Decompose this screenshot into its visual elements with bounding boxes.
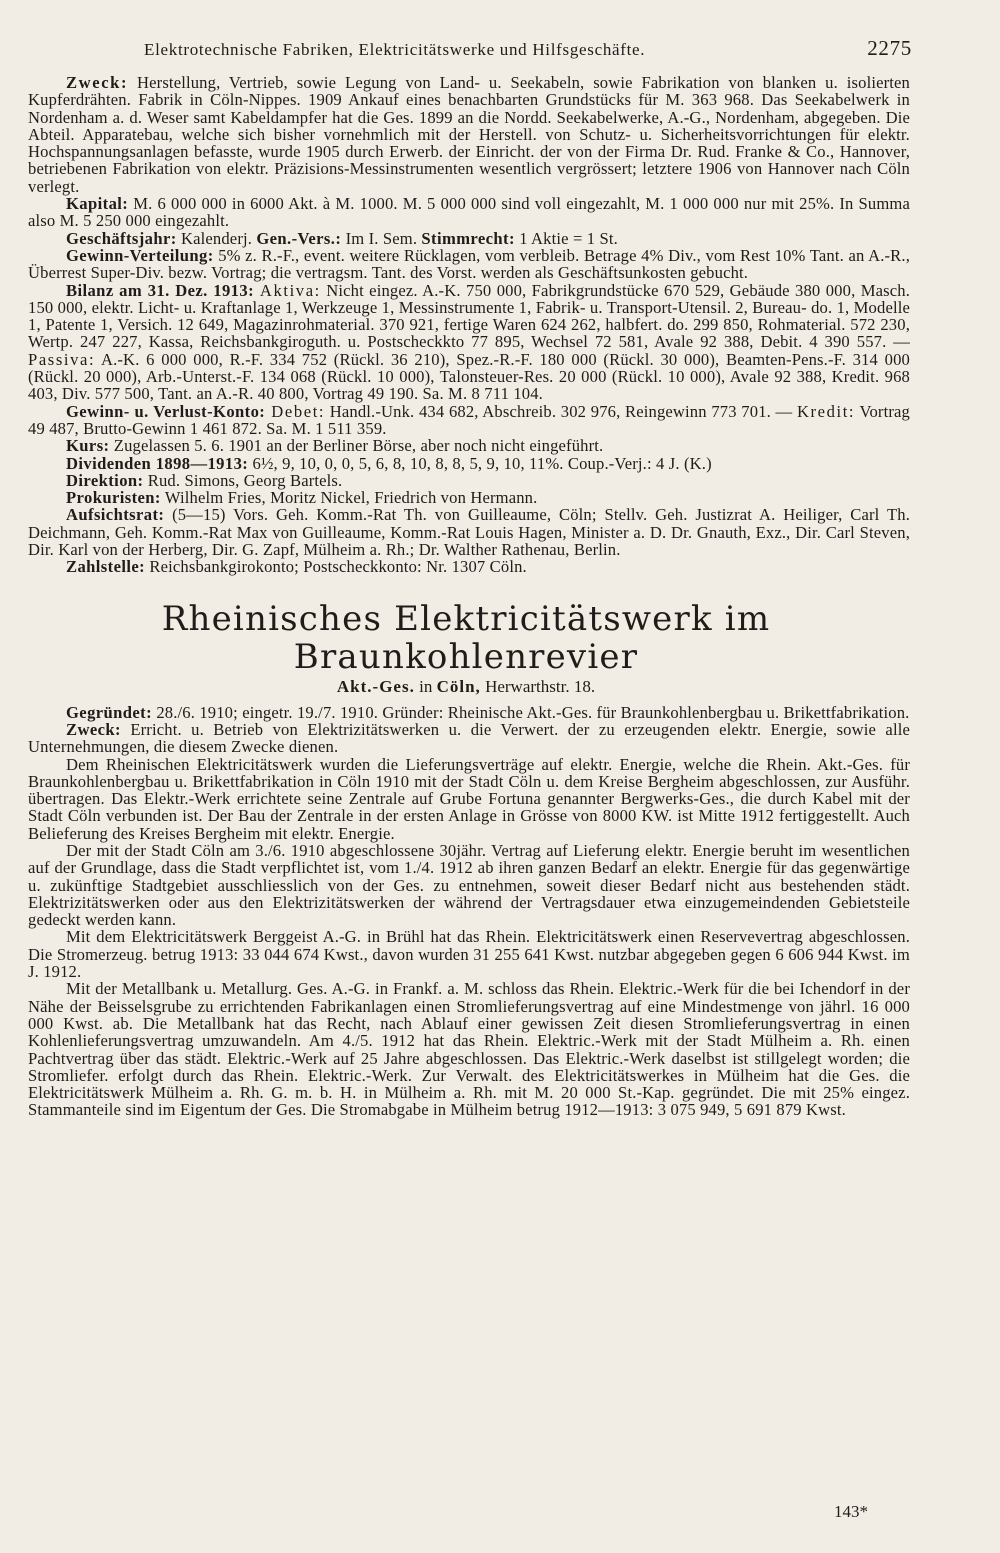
zweck-paragraph bbox=[28, 74, 910, 195]
direktion-label: Direktion: bbox=[66, 470, 144, 490]
aufsichtsrat-text: (5—15) Vors. Geh. Komm.-Rat Th. von Guilleaume, Cöln; Stellv. Geh. Justizrat A. Heiliger, Carl Th. Deichmann, Geh. Komm.-Rat Max von Guilleaume, Komm.-Rat Louis Hagen, Minister a. D. Dr. Gnauth, Exz., Dir. Carl Steven, Dir. Karl von der Herberg, Dir. G. Zapf, Mülheim a. Rh.; Dr. Walther Rathenau, Berlin. bbox=[28, 505, 910, 560]
gegruendet-label: Gegründet: bbox=[66, 702, 153, 722]
gewinn-verteilung-text: 5% z. R.-F., event. weitere Rücklagen, vom verbleib. Betrage 4% Div., vom Rest 10% Tant. an A.-R., Überrest Super-Div. bezw. Vortrag; die vertragsm. Tant. des Vorst. werden als Geschäftsunkosten gebucht. bbox=[28, 245, 910, 283]
gewinn-verteilung-paragraph bbox=[28, 247, 910, 282]
prokuristen-paragraph bbox=[28, 489, 910, 506]
entry-continued bbox=[28, 74, 910, 576]
gen-vers-text: Im I. Sem. bbox=[341, 228, 422, 248]
dividenden-text: 6½, 9, 10, 0, 0, 5, 6, 8, 10, 8, 8, 5, 9, 10, 11%. Coup.-Verj.: 4 J. (K.) bbox=[248, 453, 712, 473]
kapital-label: Kapital: bbox=[66, 194, 129, 214]
running-head-title: Elektrotechnische Fabriken, Elektricitätswerke und Hilfsgeschäfte. bbox=[144, 40, 646, 59]
passiva-text: A.-K. 6 000 000, R.-F. 334 752 (Rückl. 36 210), Spez.-R.-F. 180 000 (Rückl. 30 000), Beamten-Pens.-F. 314 000 (Rückl. 20 000), Arb.-Unterst.-F. 134 068 (Rückl. 10 000), Talonsteuer-Res. 20 000 (Rückl. 10 000), Avale 92 388, Kredit. 968 403, Div. 577 500, Tant. an A.-R. 40 800, Vortrag 49 190. Sa. M. 8 711 104. bbox=[28, 349, 910, 404]
zahlstelle-paragraph bbox=[28, 558, 910, 575]
passiva-label: Passiva: bbox=[28, 349, 96, 369]
debet-label: Debet: bbox=[265, 401, 326, 421]
aktiva-text: Nicht eingez. A.-K. 750 000, Fabrikgrundstücke 670 529, Gebäude 380 000, Masch. 150 000, elektr. Licht- u. Kraftanlage 1, Werkzeuge 1, Messinstrumente 1, Fabrik- u. Transport-Utensil. 2, Bureau- do. 1, Modelle 1, Patente 1, Versich. 12 649, Magazinrohmaterial. 370 921, fertige Waren 624 262, halbfert. do. 299 850, Rohmaterial. 572 230, Wertp. 247 227, Kassa, Reichsbankgiroguth. u. Postscheckkto 77 895, Wechsel 72 581, Avale 92 388, Debit. 4 390 557. — bbox=[28, 280, 911, 352]
kurs-label: Kurs: bbox=[66, 436, 110, 456]
body-paragraph: Mit der Metallbank u. Metallurg. Ges. A.-G. in Frankf. a. M. schloss das Rhein. Elektric.-Werk für die bei Ichendorf in der Nähe der Beisselsgrube zu errichtenden Fabrikanlagen einen Stromlieferungsvertrag auf eine Mindestmenge von jährl. 16 000 000 Kwst. ab. Die Metallbank hat das Recht, nach Ablauf einer gewissen Zeit diesen Stromlieferungsvertrag in einen Kohlenlieferungsvertrag umzuwandeln. Am 4./5. 1912 hat das Rhein. Elektric.-Werk mit der Stadt Mülheim a. Rh. einen Pachtvertrag über das städt. Elektric.-Werk auf 25 Jahre abgeschlossen. Das Elektric.-Werk daselbst ist stillgelegt worden; die Stromliefer. erfolgt durch das Rhein. Elektric.-Werk. Zur Verwalt. des Elektricitätswerkes in Mülheim hat die Ges. die Elektricitätswerk Mülheim a. Rh. G. m. b. H. in Mülheim a. Rh. mit M. 20 000 St.-Kap. gegründet. Die mit 25% eingez. Stammanteile sind im Eigentum der Ges. Die Stromabgabe in Mülheim betrug 1912—1913: 3 075 949, 5 691 879 Kwst. bbox=[28, 979, 910, 1120]
zweck-label: Zweck: bbox=[66, 73, 129, 92]
bilanz-paragraph bbox=[28, 282, 910, 403]
zweck-text: Herstellung, Vertrieb, sowie Legung von Land- u. Seekabeln, sowie Fabrikation von blanken u. isolierten Kupferdrähten. Fabrik in Cöln-Nippes. 1909 Ankauf eines benachbarten Grundstücks für M. 363 968. Das Seekabelwerk in Nordenham a. d. Weser samt Kabeldampfer hat die Ges. 1899 an die Nordd. Seekabelwerke, A.-G., Nordenham, abgegeben. Die Abteil. Apparatebau, welche sich bisher vornehmlich mit der Herstell. von Schutz- u. Sicherheitsvorrichtungen für elektr. Hochspannungsanlagen befasste, wurde 1905 durch Erwerb. der Einricht. der von der Firma Dr. Rud. Franke & Co., Hannover, betriebenen Fabrikation von elektr. Präzisions-Messinstrumenten wesentlich vergrössert; letztere 1906 von Hannover nach Cöln verlegt. bbox=[28, 73, 910, 196]
company-subtitle bbox=[22, 676, 910, 698]
kurs-paragraph bbox=[28, 437, 910, 454]
body-paragraph: Dem Rheinischen Elektricitätswerk wurden die Lieferungsverträge auf elektr. Energie, welche die Rhein. Akt.-Ges. für Braunkohlenbergbau u. Brikettfabrikation in Cöln 1910 mit der Stadt Cöln u. dem Kreise Bergheim abgeschlossen, zur Ausführ. übertragen. Das Elektr.-Werk errichtete seine Zentrale auf Grube Fortuna genannter Bergwerks-Ges., die durch Kabel mit der Stadt Cöln verbunden ist. Der Bau der Zentrale in der ersten Anlage in Grösse von 8000 KW. ist Mitte 1912 fertiggestellt. Auch Belieferung des Kreises Bergheim mit elektr. Energie. bbox=[28, 754, 910, 843]
running-head bbox=[22, 34, 910, 74]
kapital-text: M. 6 000 000 in 6000 Akt. à M. 1000. M. 5 000 000 sind voll eingezahlt, M. 1 000 000 nur mit 25%. In Summa also M. 5 250 000 eingezahlt. bbox=[28, 194, 910, 231]
dividenden-paragraph bbox=[28, 455, 910, 472]
zahlstelle-text: Reichsbankgirokonto; Postscheckkonto: Nr. 1307 Cöln. bbox=[145, 557, 527, 577]
gegruendet-text: 28./6. 1910; eingetr. 19./7. 1910. Gründer: Rheinische Akt.-Ges. für Braunkohlenbergbau u. Brikettfabrikation. bbox=[152, 702, 910, 722]
company-in: in bbox=[414, 676, 437, 696]
zahlstelle-label: Zahlstelle: bbox=[66, 557, 146, 577]
kapital-paragraph bbox=[28, 195, 910, 230]
company-legal-form: Akt.-Ges. bbox=[336, 676, 415, 696]
geschaeftsjahr-paragraph bbox=[28, 230, 910, 247]
kredit-label: Kredit: bbox=[796, 401, 856, 421]
company-title: Rheinisches Elektricitätswerk im Braunkohlenrevier bbox=[161, 598, 771, 677]
geschaeftsjahr-text: Kalenderj. bbox=[176, 228, 257, 248]
geschaeftsjahr-label: Geschäftsjahr: bbox=[66, 228, 177, 248]
gewinn-konto-paragraph bbox=[28, 403, 910, 438]
gewinn-verteilung-label: Gewinn-Verteilung: bbox=[66, 245, 214, 265]
kredit-text: Vortrag 49 487, Brutto-Gewinn 1 461 872. Sa. M. 1 511 359. bbox=[28, 401, 910, 438]
signature-mark: 143* bbox=[834, 1502, 868, 1521]
gegruendet-paragraph bbox=[28, 704, 910, 721]
gen-vers-label: Gen.-Vers.: bbox=[256, 228, 342, 248]
debet-text: Handl.-Unk. 434 682, Abschreib. 302 976, Reingewinn 773 701. — bbox=[325, 401, 797, 421]
kurs-text: Zugelassen 5. 6. 1901 an der Berliner Börse, aber noch nicht eingeführt. bbox=[109, 436, 604, 456]
stimmrecht-text: 1 Aktie = 1 St. bbox=[514, 228, 618, 248]
company-address: Herwarthstr. 18. bbox=[480, 676, 596, 696]
zweck2-text: Erricht. u. Betrieb von Elektrizitätswerken u. die Verwert. der zu erzeugenden elektr. Energie, sowie alle Unternehmungen, die diesem Zwecke dienen. bbox=[28, 719, 910, 757]
dividenden-label: Dividenden 1898—1913: bbox=[66, 453, 249, 473]
aktiva-label: Aktiva: bbox=[254, 280, 321, 300]
bilanz-label: Bilanz am 31. Dez. 1913: bbox=[66, 280, 255, 300]
zweck2-paragraph bbox=[28, 721, 910, 756]
zweck2-label: Zweck: bbox=[66, 719, 121, 739]
aufsichtsrat-label: Aufsichtsrat: bbox=[66, 505, 165, 525]
aufsichtsrat-paragraph bbox=[28, 506, 910, 558]
body-paragraph: Mit dem Elektricitätswerk Berggeist A.-G. in Brühl hat das Rhein. Elektricitätswerk einen Reservevertrag abgeschlossen. Die Stromerzeug. betrug 1913: 33 044 674 Kwst., davon wurden 31 255 641 Kwst. nutzbar abgegeben gegen 6 606 944 Kwst. im J. 1912. bbox=[28, 927, 910, 982]
direktion-text: Rud. Simons, Georg Bartels. bbox=[143, 470, 343, 490]
page-number: 2275 bbox=[867, 36, 912, 60]
prokuristen-label: Prokuristen: bbox=[66, 488, 161, 508]
stimmrecht-label: Stimmrecht: bbox=[421, 228, 515, 248]
entry-rheinisches bbox=[28, 704, 910, 1119]
gewinn-konto-label: Gewinn- u. Verlust-Konto: bbox=[66, 401, 266, 421]
prokuristen-text: Wilhelm Fries, Moritz Nickel, Friedrich von Hermann. bbox=[160, 488, 538, 508]
company-city: Cöln, bbox=[436, 676, 481, 696]
body-paragraph: Der mit der Stadt Cöln am 3./6. 1910 abgeschlossene 30jähr. Vertrag auf Lieferung elektr. Energie beruht im wesentlichen auf der Grundlage, dass die Stadt verpflichtet ist, vom 1./4. 1912 ab ihren ganzen Bedarf an elektr. Energie für das gegenwärtige u. zukünftige Stadtgebiet ausschliesslich von der Ges. zu entnehmen, soweit dieser Bedarf nicht aus bestehenden städt. Elektrizitätswerken oder aus den Elektrizitätswerken der während der Vertragsdauer etwa einzugemeindenden Gebietsteile gedeckt werden kann. bbox=[28, 840, 910, 930]
direktion-paragraph bbox=[28, 472, 910, 489]
